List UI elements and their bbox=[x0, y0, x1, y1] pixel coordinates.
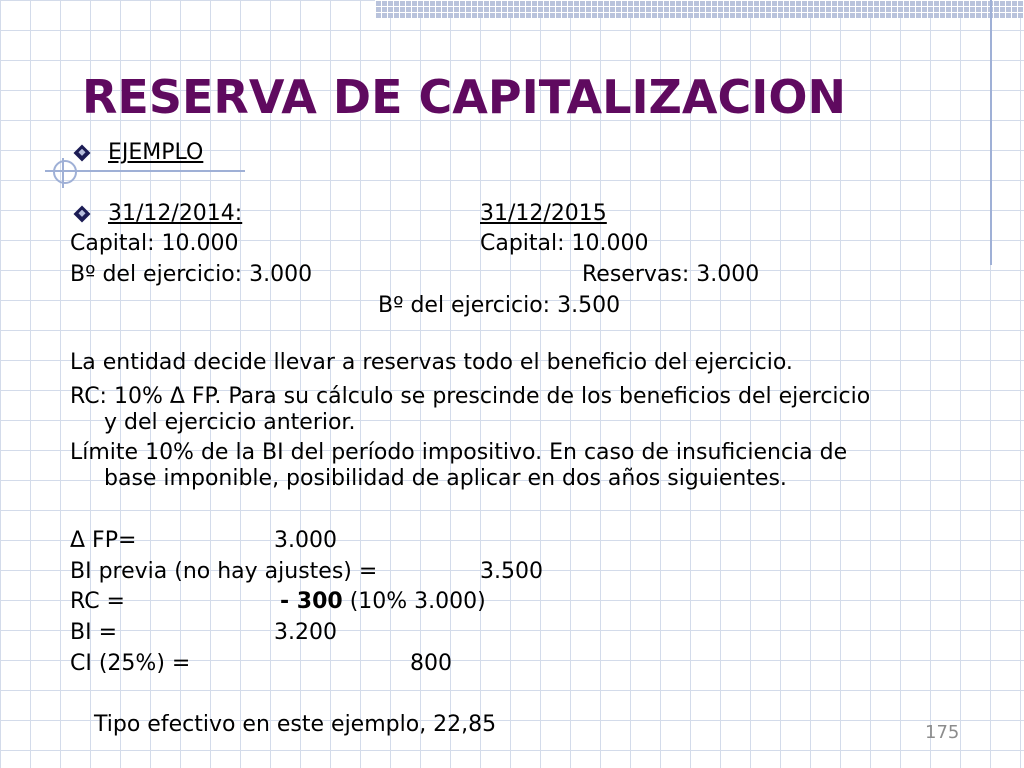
slide-title: RESERVA DE CAPITALIZACION bbox=[82, 70, 846, 124]
capital-2015: Capital: 10.000 bbox=[480, 231, 649, 256]
beneficio-2015: Bº del ejercicio: 3.500 bbox=[378, 293, 621, 318]
page-number: 175 bbox=[925, 722, 960, 743]
crosshair-icon bbox=[53, 160, 77, 184]
date-2015: 31/12/2015 bbox=[480, 201, 607, 226]
calc-fp-label: Δ FP= bbox=[70, 528, 137, 553]
paragraph-rc-line2: y del ejercicio anterior. bbox=[104, 410, 356, 435]
calc-rc-label: RC = bbox=[70, 589, 125, 614]
calc-rc-value bbox=[280, 589, 486, 615]
capital-2014: Capital: 10.000 bbox=[70, 231, 239, 256]
bullet-ejemplo: EJEMPLO bbox=[108, 140, 204, 165]
paragraph-limite-line2: base imponible, posibilidad de aplicar en dos años siguientes. bbox=[104, 466, 787, 491]
reservas-2015: Reservas: 3.000 bbox=[582, 262, 760, 287]
decorative-top-band bbox=[375, 0, 1024, 18]
diamond-bullet-icon bbox=[74, 145, 91, 162]
diamond-bullet-icon bbox=[74, 206, 91, 223]
calc-rc-note: (10% 3.000) bbox=[342, 589, 486, 614]
calc-bi-previa-label: BI previa (no hay ajustes) = bbox=[70, 559, 378, 584]
calc-bi-value: 3.200 bbox=[274, 620, 337, 645]
paragraph-rc-line1: RC: 10% Δ FP. Para su cálculo se prescinde de los beneficios del ejercicio bbox=[70, 384, 871, 409]
calc-bi-label: BI = bbox=[70, 620, 118, 645]
calc-rc-amount: - 300 bbox=[280, 589, 343, 614]
tipo-efectivo-text: Tipo efectivo en este ejemplo, 22,85 bbox=[94, 712, 497, 737]
date-2014: 31/12/2014: bbox=[108, 201, 243, 226]
calc-ci-value: 800 bbox=[410, 651, 452, 676]
paragraph-reservas: La entidad decide llevar a reservas todo el beneficio del ejercicio. bbox=[70, 350, 793, 375]
calc-bi-previa-value: 3.500 bbox=[480, 559, 543, 584]
calc-fp-value: 3.000 bbox=[274, 528, 337, 553]
decorative-vertical-line bbox=[990, 0, 992, 265]
paragraph-limite-line1: Límite 10% de la BI del período impositivo. En caso de insuficiencia de bbox=[70, 440, 848, 465]
calc-ci-label: CI (25%) = bbox=[70, 651, 191, 676]
beneficio-2014: Bº del ejercicio: 3.000 bbox=[70, 262, 313, 287]
